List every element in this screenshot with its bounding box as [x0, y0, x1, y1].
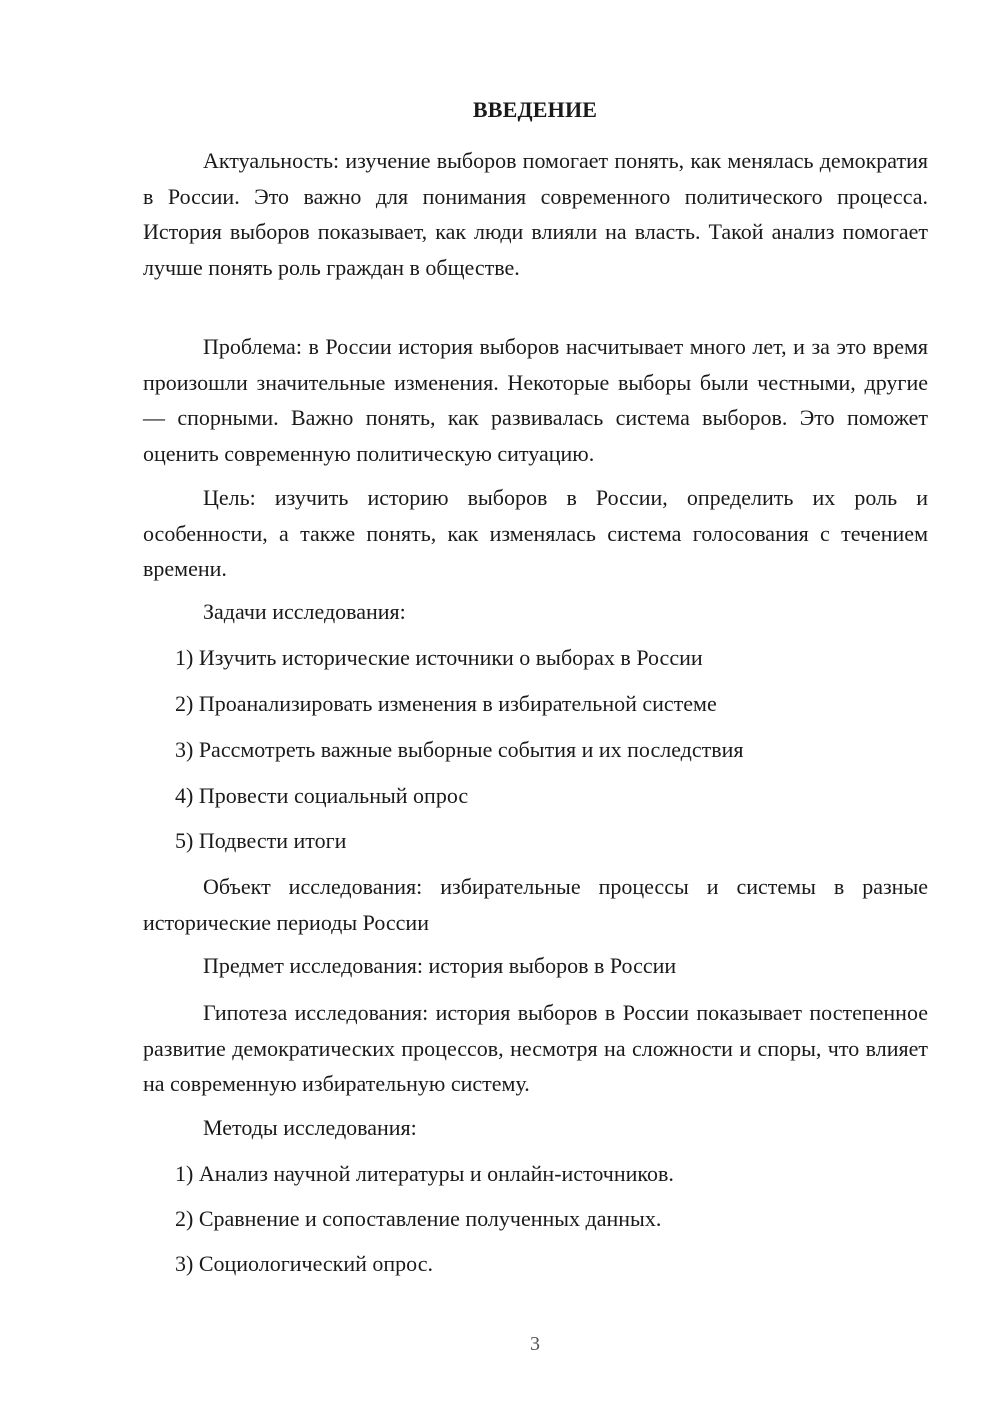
hypothesis-paragraph: [143, 995, 928, 1102]
relevance-text: Актуальность: изучение выборов помогает понять, как менялась демократия в России. Это важно для понимания современного политического процесса. История выборов показывает, как люди влияли на власть. Такой анализ помогает лучше понять роль граждан в обществе.: [143, 148, 928, 280]
hypothesis-text: Гипотеза исследования: история выборов в России показывает постепенное развитие демократических процессов, несмотря на сложности и споры, что влияет на современную избирательную систему.: [143, 1000, 928, 1096]
method-item: 1) Анализ научной литературы и онлайн-источников.: [175, 1161, 674, 1186]
relevance-paragraph: [143, 143, 928, 285]
task-item: 4) Провести социальный опрос: [175, 783, 469, 808]
page-number: 3: [530, 1333, 540, 1355]
task-item: 1) Изучить исторические источники о выборах в России: [175, 645, 703, 670]
task-item: 2) Проанализировать изменения в избирательной системе: [175, 691, 717, 716]
task-item: 3) Рассмотреть важные выборные события и их последствия: [175, 737, 744, 762]
method-item: 2) Сравнение и сопоставление полученных данных.: [175, 1206, 662, 1231]
problem-text: Проблема: в России история выборов насчитывает много лет, и за это время произошли значительные изменения. Некоторые выборы были честными, другие — спорными. Важно понять, как развивалась система выборов. Это поможет оценить современную политическую ситуацию.: [143, 334, 928, 466]
methods-heading: Методы исследования:: [203, 1115, 417, 1140]
object-paragraph: [143, 869, 928, 940]
task-item: 5) Подвести итоги: [175, 828, 347, 853]
object-text: Объект исследования: избирательные процессы и системы в разные исторические периоды России: [143, 874, 928, 935]
tasks-heading: Задачи исследования:: [203, 599, 406, 624]
subject-paragraph: Предмет исследования: история выборов в России: [203, 953, 677, 978]
goal-text: Цель: изучить историю выборов в России, определить их роль и особенности, а также понять, как изменялась система голосования с течением времени.: [143, 485, 928, 581]
problem-paragraph: [143, 329, 928, 471]
method-item: 3) Социологический опрос.: [175, 1251, 433, 1276]
goal-paragraph: [143, 480, 928, 587]
section-title: ВВЕДЕНИЕ: [472, 97, 598, 122]
